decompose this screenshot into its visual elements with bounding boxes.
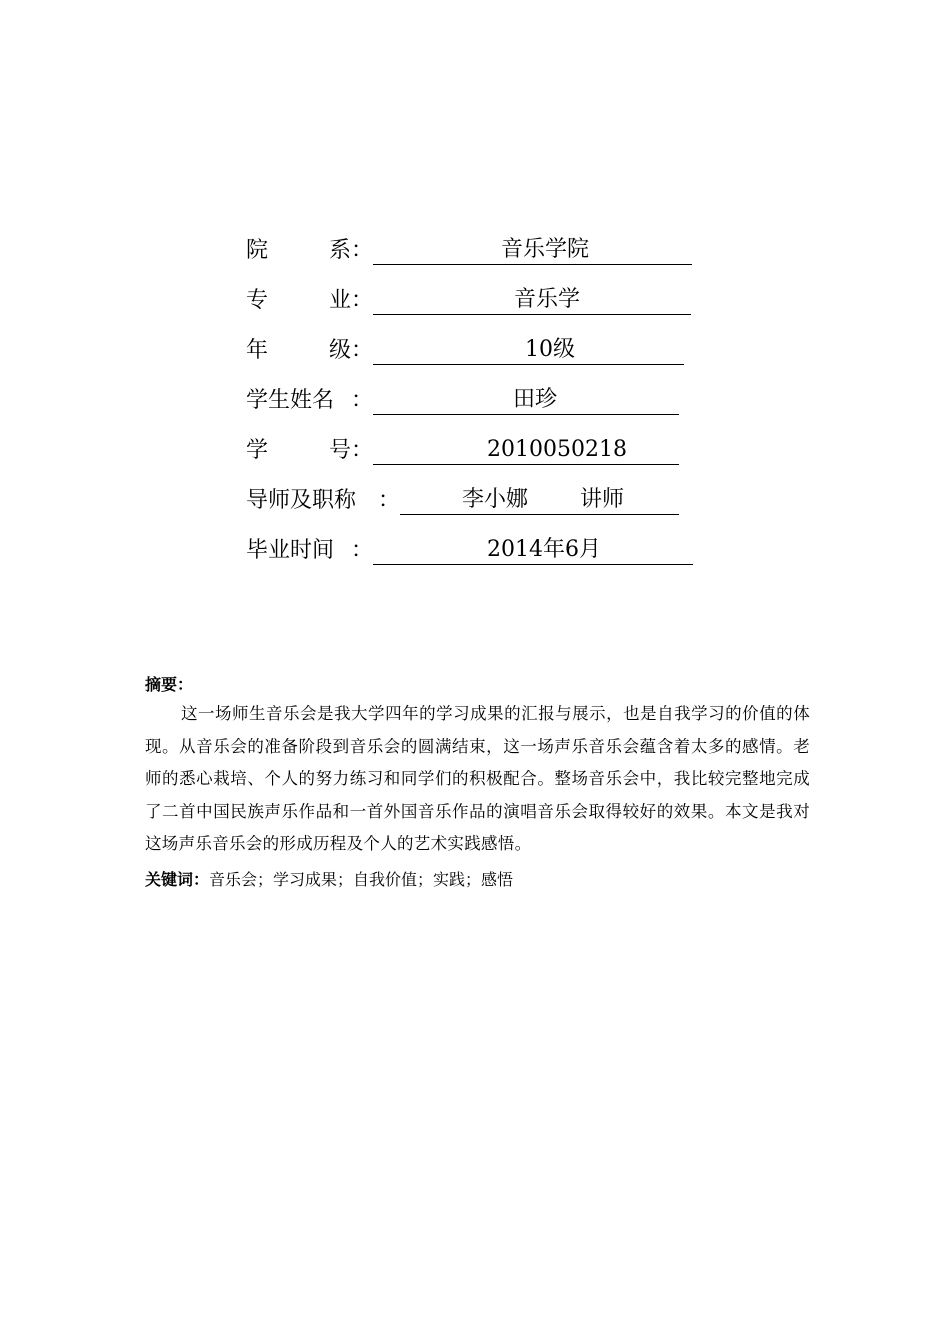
name-label: 学生姓名 bbox=[246, 388, 335, 413]
info-row-graduation bbox=[246, 526, 706, 576]
abstract-title: 摘要： bbox=[145, 675, 194, 694]
keywords-line bbox=[145, 867, 810, 893]
info-row-student-id bbox=[246, 426, 706, 476]
info-row-major bbox=[246, 276, 706, 326]
graduation-value-field bbox=[373, 535, 693, 565]
grade-label: 年 级 bbox=[246, 338, 351, 363]
department-value: 音乐学院 bbox=[501, 237, 590, 262]
graduation-colon: ： bbox=[351, 538, 374, 563]
name-value: 田珍 bbox=[513, 387, 558, 412]
department-colon: ： bbox=[351, 238, 374, 263]
keywords-text: 音乐会；学习成果；自我价值；实践；感悟 bbox=[209, 869, 514, 889]
major-colon: ： bbox=[351, 288, 374, 313]
grade-value-field bbox=[373, 335, 684, 365]
grade-value: 10级 bbox=[525, 337, 575, 362]
info-row-grade bbox=[246, 326, 706, 376]
keywords-label: 关键词： bbox=[145, 869, 210, 889]
info-row-name bbox=[246, 376, 706, 426]
advisor-label: 导师及职称 bbox=[246, 488, 357, 513]
student-id-colon: ： bbox=[351, 438, 374, 463]
grade-colon: ： bbox=[351, 338, 374, 363]
advisor-title-value: 讲师 bbox=[580, 487, 625, 512]
name-colon: ： bbox=[351, 388, 374, 413]
advisor-name-value: 李小娜 bbox=[462, 487, 529, 512]
cover-info-block bbox=[246, 226, 706, 576]
advisor-value-field bbox=[400, 485, 679, 515]
major-value-field bbox=[373, 285, 691, 315]
major-label: 专 业 bbox=[246, 288, 351, 313]
advisor-colon: ： bbox=[378, 488, 401, 513]
info-row-department bbox=[246, 226, 706, 276]
department-value-field bbox=[373, 235, 692, 265]
abstract-section bbox=[145, 672, 810, 893]
department-label: 院 系 bbox=[246, 238, 351, 263]
student-id-value: 2010050218 bbox=[487, 437, 627, 462]
student-id-value-field bbox=[373, 435, 679, 465]
graduation-label: 毕业时间 bbox=[246, 538, 335, 563]
student-id-label: 学 号 bbox=[246, 438, 351, 463]
info-row-advisor bbox=[246, 476, 706, 526]
major-value: 音乐学 bbox=[514, 287, 581, 312]
name-value-field bbox=[373, 385, 679, 415]
abstract-body: 这一场师生音乐会是我大学四年的学习成果的汇报与展示，也是自我学习的价值的体现。从音乐会的准备阶段到音乐会的圆满结束，这一场声乐音乐会蕴含着太多的感情。老师的悉心栽培、个人的努力练习和同学们的积极配合。整场音乐会中，我比较完整地完成了二首中国民族声乐作品和一首外国音乐作品的演唱音乐会取得较好的效果。本文是我对这场声乐音乐会的形成历程及个人的艺术实践感悟。 bbox=[145, 704, 810, 853]
graduation-value: 2014年6月 bbox=[487, 537, 601, 562]
